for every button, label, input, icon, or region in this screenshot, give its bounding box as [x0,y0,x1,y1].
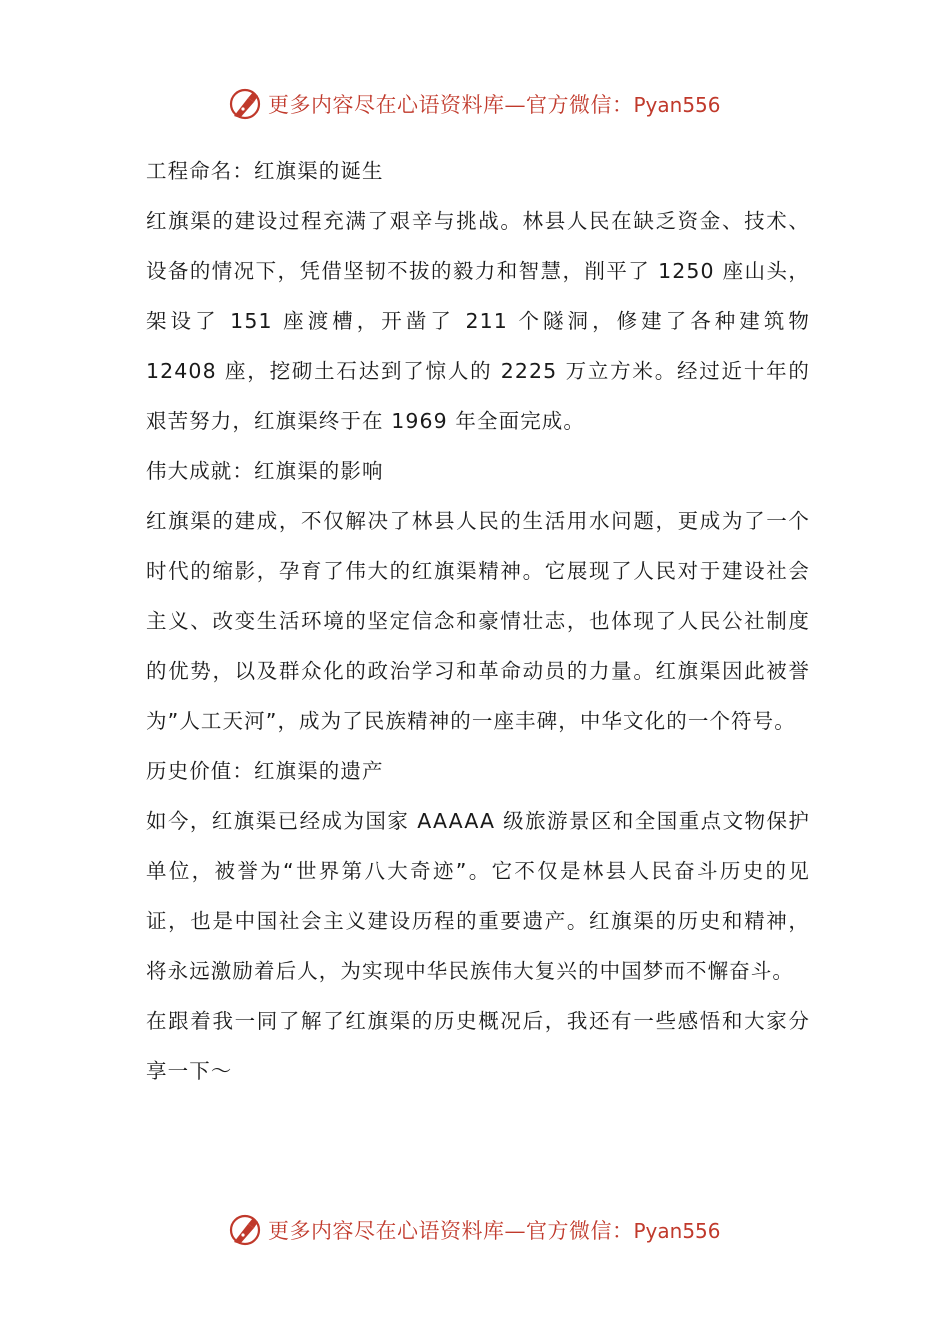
body-text [146,146,810,1096]
section-heading: 伟大成就：红旗渠的影响 [146,459,384,483]
paragraph: 在跟着我一同了解了红旗渠的历史概况后，我还有一些感悟和大家分享一下～ [146,1009,810,1083]
section-heading: 历史价值：红旗渠的遗产 [146,759,384,783]
banner-text [268,89,721,119]
banner-text [268,1215,721,1245]
paragraph: 如今，红旗渠已经成为国家 AAAAA 级旅游景区和全国重点文物保护单位，被誉为“世界第八大奇迹”。它不仅是林县人民奋斗历史的见证，也是中国社会主义建设历程的重要遗产。红旗渠的历史和精神，将永远激励着后人，为实现中华民族伟大复兴的中国梦而不懈奋斗。 [146,809,810,983]
paragraph: 红旗渠的建成，不仅解决了林县人民的生活用水问题，更成为了一个时代的缩影，孕育了伟大的红旗渠精神。它展现了人民对于建设社会主义、改变生活环境的坚定信念和豪情壮志，也体现了人民公社制度的优势，以及群众化的政治学习和革命动员的力量。红旗渠因此被誉为”人工天河”，成为了民族精神的一座丰碑，中华文化的一个符号。 [146,509,810,733]
banner-wechat-id: Pyan556 [633,1219,721,1243]
banner-wechat-id: Pyan556 [633,93,721,117]
paragraph: 红旗渠的建设过程充满了艰辛与挑战。林县人民在缺乏资金、技术、设备的情况下，凭借坚韧不拔的毅力和智慧，削平了 1250 座山头，架设了 151 座渡槽，开凿了 211 个隧洞，修建了各种建筑物 12408 座，挖砌土石达到了惊人的 2225 万立方米。经过近十年的艰苦努力，红旗渠终于在 1969 年全面完成。 [146,209,810,433]
footer-banner [228,1212,721,1248]
section-heading: 工程命名：红旗渠的诞生 [146,159,384,183]
banner-cn: 更多内容尽在心语资料库—官方微信： [268,1219,634,1243]
banner-cn: 更多内容尽在心语资料库—官方微信： [268,93,634,117]
pen-nib-logo-icon [228,1213,262,1247]
header-banner [228,86,721,122]
pen-nib-logo-icon [228,87,262,121]
